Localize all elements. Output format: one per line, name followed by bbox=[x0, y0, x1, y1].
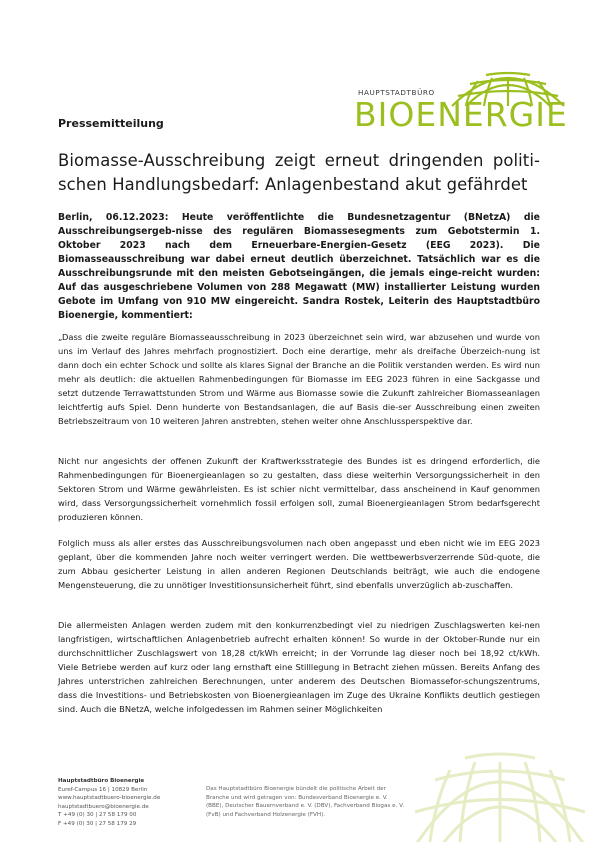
headline: Biomasse-Ausschreibung zeigt erneut dringenden politi-schen Handlungsbedarf: Anlagenbestand akut gefährdet bbox=[58, 151, 540, 194]
footer-web-link[interactable]: www.hauptstadtbuero-bioenergie.de bbox=[58, 795, 161, 802]
logo-subtitle: HAUPTSTADTBÜRO bbox=[358, 88, 435, 97]
footer-fax: F +49 (0) 30 | 27 58 179 29 bbox=[58, 820, 137, 827]
footer-email-link[interactable]: hauptstadtbuero@bioenergie.de bbox=[58, 803, 149, 810]
footer-org: Hauptstadtbüro Bioenergie bbox=[58, 778, 145, 784]
body-paragraph: Die allermeisten Anlagen werden zudem mit den konkurrenzbedingt viel zu niedrigen Zuschlagswerten kei-nen langfristigen, wirtschaftlichen Anlagenbetrieb aufrecht erhalten können! So wurde in der Oktober-Runde nur ein durchschnittlicher Zuschlagswert von 18,28 ct/kWh erreicht; in der Vorrunde lag dieser noch bei 18,92 ct/kWh. Viele Betriebe werden auf kurz oder lang ernsthaft eine Stilllegung in Betracht ziehen müssen. Bereits Anfang des Jahres unterstrichen zahlreichen Berechnungen, unter anderem des Deutschen Biomassefor-schungszentrums, dass die Investitions- und Betriebskosten von Bioenergieanlagen im Zuge des Ukraine Konflikts deutlich gestiegen sind. Auch die BNetzA, welche infolgedessen im Rahmen seiner Möglichkeiten bbox=[58, 620, 540, 714]
body-paragraph: „Dass die zweite reguläre Biomasseausschreibung in 2023 überzeichnet sein wird, war abzusehen und wurde von uns im Verlauf des Jahres mehrfach prognostiziert. Doch eine derartige, mehr als dreifache Überzeich-nung ist dann doch ein echter Schock und sollte als klares Signal der Branche an die Politik verstanden werden. Es wird nun mehr als deutlich: die aktuellen Rahmenbedingungen für Biomasse im EEG 2023 führen in eine Sackgasse und setzt dutzende Terrawattstunden Strom und Wärme aus Biomasse sowie die Zukunft zahlreicher Biomasseanlagen leichtfertig aufs Spiel. Denn hunderte von Bestandsanlagen, die auf Basis die-ser Ausschreibung einen zweiten Betriebszeitraum von 10 weiteren Jahren anstrebten, stehen weiter ohne Anschlussperspektive dar. bbox=[58, 332, 540, 426]
logo-title: BIOENERGIE bbox=[354, 95, 568, 134]
footer-phone: T +49 (0) 30 | 27 58 179 00 bbox=[58, 812, 137, 819]
footer-contact bbox=[58, 777, 188, 829]
body-paragraph: Folglich muss als aller erstes das Ausschreibungsvolumen nach oben angepasst und eben nicht wie im EEG 2023 geplant, über die kommenden Jahre noch weiter verringert werden. Die wettbewerbsverzerrende Süd-quote, die zum Abbau gesicherter Leistung in allen anderen Regionen Deutschlands beiträgt, wie auch die endogene Mengensteuerung, die zu unnötiger Investitionsunsicherheit führt, sind ebenfalls unverzüglich ab-zuschaffen. bbox=[58, 538, 540, 590]
body-paragraph: Nicht nur angesichts der offenen Zukunft der Kraftwerksstrategie des Bundes ist es dringend erforderlich, die Rahmenbedingungen für Bioenergieanlagen so zu gestalten, dass diese weiterhin Versorgungssicherheit in den Sektoren Strom und Wärme gewährleisten. Es ist schier nicht vermittelbar, dass anscheinend in Kauf genommen wird, dass Versorgungssicherheit vornehmlich fossil erfolgen soll, zumal Bioenergieanlagen Strom bedarfsgerecht produzieren können. bbox=[58, 456, 540, 522]
lead-paragraph: Berlin, 06.12.2023: Heute veröffentlichte die Bundesnetzagentur (BNetzA) die Ausschreibungsergeb-nisse des regulären Biomassesegments zum Gebotstermin 1. Oktober 2023 nach dem Erneuerbare-Energien-Gesetz (EEG 2023). Die Biomasseausschreibung war dabei erneut deutlich überzeichnet. Tatsächlich war es die Ausschreibungsrunde mit den meisten Gebotseingängen, die jemals einge-reicht wurden: Auf das ausgeschriebene Volumen von 288 Megawatt (MW) installierter Leistung wurden Gebote im Umfang von 910 MW eingereicht. Sandra Rostek, Leiterin des Hauptstadtbüro Bioenergie, kommentiert: bbox=[58, 212, 540, 321]
footer-address: Euref-Campus 16 | 10829 Berlin bbox=[58, 786, 148, 793]
footer-description: Das Hauptstadtbüro Bioenergie bündelt die politische Arbeit der Branche und wird getragen von: Bundesverband Bioenergie e. V. (BBE), Deutscher Bauernverband e. V. (DBV), Fachverband Biogas e. V. (FvB) und Fachverband Holzenergie (FVH). bbox=[206, 786, 404, 818]
dome-watermark-icon bbox=[405, 742, 595, 842]
document-type-label: Pressemitteilung bbox=[58, 117, 164, 130]
